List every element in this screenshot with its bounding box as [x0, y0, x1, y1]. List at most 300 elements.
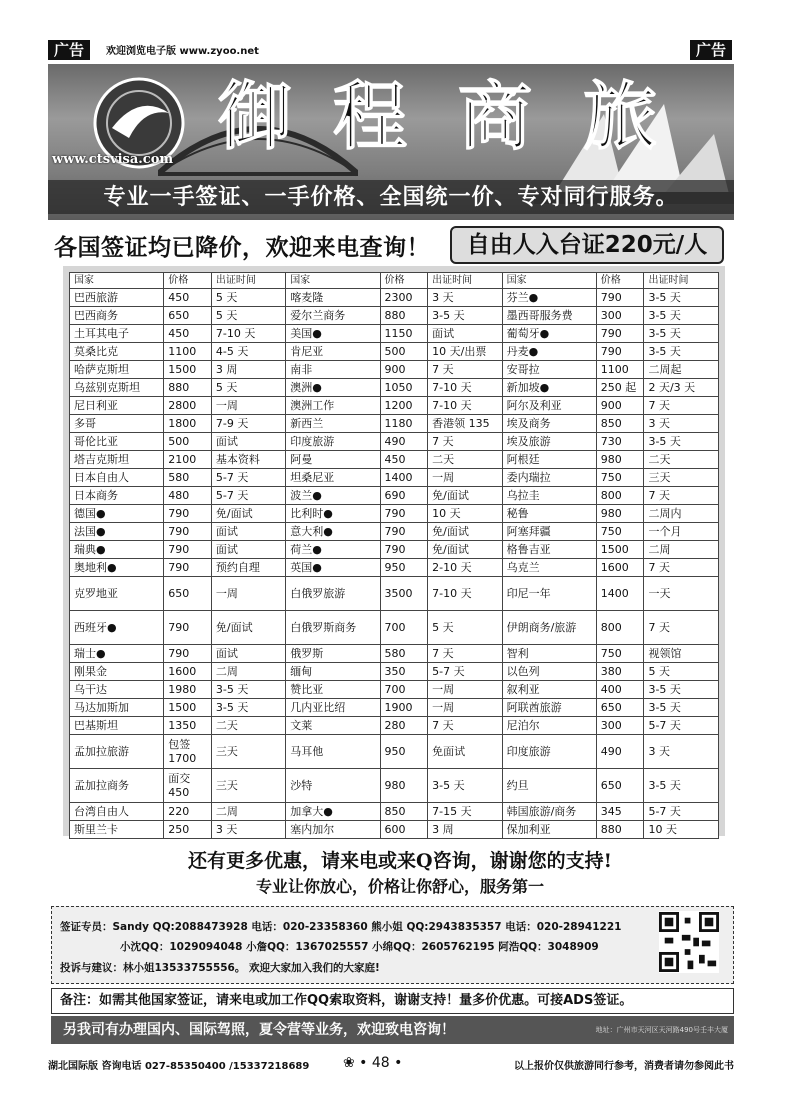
table-cell: 3-5 天 [644, 681, 719, 699]
table-cell: 850 [380, 803, 428, 821]
top-bar [48, 40, 732, 60]
table-cell: 克罗地亚 [70, 577, 164, 611]
banner [48, 64, 734, 220]
title-char-1: 御 [218, 74, 292, 160]
table-cell: 5 天 [211, 379, 285, 397]
table-cell: 790 [164, 611, 212, 645]
table-cell: 300 [596, 307, 644, 325]
table-cell: 尼泊尔 [502, 717, 596, 735]
table-row [70, 523, 719, 541]
table-cell: 墨西哥服务费 [502, 307, 596, 325]
table-cell: 免/面试 [428, 487, 502, 505]
table-cell: 280 [380, 717, 428, 735]
table-cell: 俄罗斯 [286, 645, 380, 663]
table-cell: 10 天 [428, 505, 502, 523]
table-cell: 380 [596, 663, 644, 681]
table-cell: 3-5 天 [644, 307, 719, 325]
table-row [70, 451, 719, 469]
table-cell: 3-5 天 [428, 769, 502, 803]
table-header-cell: 国家 [70, 273, 164, 289]
table-row [70, 379, 719, 397]
table-cell: 约旦 [502, 769, 596, 803]
table-cell: 790 [380, 541, 428, 559]
table-cell: 面交450 [164, 769, 212, 803]
table-cell: 法国● [70, 523, 164, 541]
table-cell: 瑞士● [70, 645, 164, 663]
table-cell: 7-10 天 [428, 397, 502, 415]
table-cell: 10 天 [644, 821, 719, 839]
table-cell: 850 [596, 415, 644, 433]
table-cell: 喀麦隆 [286, 289, 380, 307]
table-cell: 5-7 天 [644, 803, 719, 821]
table-cell: 几内亚比绍 [286, 699, 380, 717]
table-cell: 3-5 天 [211, 699, 285, 717]
table-cell: 德国● [70, 505, 164, 523]
table-cell: 乌兹别克斯坦 [70, 379, 164, 397]
table-cell: 白俄罗旅游 [286, 577, 380, 611]
table-cell: 保加利亚 [502, 821, 596, 839]
table-cell: 面试 [211, 523, 285, 541]
table-cell: 7-15 天 [428, 803, 502, 821]
table-cell: 10 天/出票 [428, 343, 502, 361]
table-cell: 埃及旅游 [502, 433, 596, 451]
table-cell: 丹麦● [502, 343, 596, 361]
table-cell: 以色列 [502, 663, 596, 681]
table-header-cell: 价格 [596, 273, 644, 289]
table-cell: 格鲁吉亚 [502, 541, 596, 559]
table-cell: 880 [380, 307, 428, 325]
table-cell: 1500 [164, 361, 212, 379]
table-cell: 880 [164, 379, 212, 397]
table-row [70, 645, 719, 663]
table-cell: 600 [380, 821, 428, 839]
table-cell: 免/面试 [211, 611, 285, 645]
table-cell: 1100 [164, 343, 212, 361]
qr-code [659, 911, 719, 973]
table-cell: 900 [596, 397, 644, 415]
table-cell: 赞比亚 [286, 681, 380, 699]
table-cell: 5 天 [211, 289, 285, 307]
table-cell: 伊朗商务/旅游 [502, 611, 596, 645]
table-row [70, 663, 719, 681]
table-cell: 790 [164, 645, 212, 663]
table-row [70, 397, 719, 415]
table-cell: 300 [596, 717, 644, 735]
table-cell: 5 天 [644, 663, 719, 681]
table-cell: 790 [596, 325, 644, 343]
slogan: 专业一手签证、一手价格、全国统一价、专对同行服务。 [48, 180, 734, 214]
table-cell: 巴西旅游 [70, 289, 164, 307]
table-cell: 7 天 [428, 361, 502, 379]
table-cell: 日本自由人 [70, 469, 164, 487]
table-cell: 肯尼亚 [286, 343, 380, 361]
table-cell: 400 [596, 681, 644, 699]
title-char-2: 程 [333, 74, 407, 160]
table-cell: 坦桑尼亚 [286, 469, 380, 487]
contact-line-2: 小沈QQ：1029094048 小詹QQ：1367025557 小绵QQ：2605762195 阿浩QQ：3048909 [120, 941, 599, 953]
table-cell: 澳洲● [286, 379, 380, 397]
promo-line-1: 还有更多优惠，请来电或来Q咨询，谢谢您的支持! [188, 850, 612, 872]
table-cell: 波兰● [286, 487, 380, 505]
table-cell: 220 [164, 803, 212, 821]
table-cell: 3 天 [644, 415, 719, 433]
promo-line-2: 专业让你放心，价格让你舒心，服务第一 [255, 877, 544, 896]
table-header-cell: 出证时间 [211, 273, 285, 289]
table-row [70, 325, 719, 343]
footer-left: 湖北国际版 咨询电话 027-85350400 /15337218689 [48, 1061, 310, 1072]
table-cell: 5-7 天 [211, 469, 285, 487]
table-cell: 790 [596, 343, 644, 361]
table-cell: 1500 [596, 541, 644, 559]
taiwan-permit-offer: 自由人入台证220元/人 [450, 226, 724, 264]
table-cell: 7 天 [644, 487, 719, 505]
table-cell: 瑞典● [70, 541, 164, 559]
table-cell: 加拿大● [286, 803, 380, 821]
table-cell: 2300 [380, 289, 428, 307]
table-cell: 澳洲工作 [286, 397, 380, 415]
table-cell: 450 [164, 325, 212, 343]
table-cell: 980 [596, 451, 644, 469]
table-cell: 美国● [286, 325, 380, 343]
table-cell: 7 天 [644, 397, 719, 415]
table-cell: 3-5 天 [644, 343, 719, 361]
table-cell: 790 [164, 505, 212, 523]
table-cell: 阿根廷 [502, 451, 596, 469]
table-row [70, 699, 719, 717]
table-cell: 二周起 [644, 361, 719, 379]
table-cell: 三天 [211, 735, 285, 769]
table-cell: 7 天 [428, 717, 502, 735]
headline: 各国签证均已降价，欢迎来电查询！ [54, 235, 430, 261]
table-cell: 800 [596, 487, 644, 505]
table-cell: 800 [596, 611, 644, 645]
table-cell: 免面试 [428, 735, 502, 769]
table-cell: 7-10 天 [211, 325, 285, 343]
contact-line-1: 签证专员：Sandy QQ:2088473928 电话：020-23358360 熊小姐 QQ:2943835357 电话：020-28941221 [60, 921, 622, 933]
table-cell: 秘鲁 [502, 505, 596, 523]
table-cell: 7-9 天 [211, 415, 285, 433]
table-cell: 2 天/3 天 [644, 379, 719, 397]
table-cell: 韩国旅游/商务 [502, 803, 596, 821]
table-cell: 3-5 天 [644, 699, 719, 717]
ad-label-right: 广告 [690, 40, 732, 60]
table-header-cell: 国家 [286, 273, 380, 289]
table-cell: 面试 [211, 541, 285, 559]
contact-line-3: 投诉与建议：林小姐13533755556。 欢迎大家加入我们的大家庭! [60, 962, 380, 974]
table-row [70, 307, 719, 325]
table-cell: 5-7 天 [211, 487, 285, 505]
table-cell: 荷兰● [286, 541, 380, 559]
table-cell: 意大利● [286, 523, 380, 541]
table-cell: 塞内加尔 [286, 821, 380, 839]
table-cell: 580 [380, 645, 428, 663]
table-cell: 3 天 [428, 289, 502, 307]
table-cell: 一天 [644, 577, 719, 611]
table-cell: 葡萄牙● [502, 325, 596, 343]
table-cell: 4-5 天 [211, 343, 285, 361]
table-cell: 750 [596, 523, 644, 541]
table-cell: 阿塞拜疆 [502, 523, 596, 541]
table-header-cell: 国家 [502, 273, 596, 289]
contact-box [51, 906, 734, 984]
table-cell: 950 [380, 559, 428, 577]
table-cell: 比利时● [286, 505, 380, 523]
table-cell: 爱尔兰商务 [286, 307, 380, 325]
table-cell: 980 [380, 769, 428, 803]
table-cell: 3 天 [644, 735, 719, 769]
table-cell: 700 [380, 681, 428, 699]
table-cell: 芬兰● [502, 289, 596, 307]
table-cell: 690 [380, 487, 428, 505]
visa-price-table-panel [63, 266, 725, 836]
table-cell: 印尼一年 [502, 577, 596, 611]
table-cell: 阿尔及利亚 [502, 397, 596, 415]
title-char-4: 旅 [583, 74, 657, 160]
table-cell: 塔吉克斯坦 [70, 451, 164, 469]
table-cell: 视领馆 [644, 645, 719, 663]
table-cell: 埃及商务 [502, 415, 596, 433]
table-row [70, 487, 719, 505]
table-cell: 950 [380, 735, 428, 769]
table-cell: 二周 [211, 663, 285, 681]
table-cell: 预约自理 [211, 559, 285, 577]
table-cell: 莫桑比克 [70, 343, 164, 361]
table-cell: 1350 [164, 717, 212, 735]
table-row [70, 433, 719, 451]
table-cell: 790 [164, 559, 212, 577]
table-cell: 3-5 天 [211, 681, 285, 699]
table-cell: 3-5 天 [644, 325, 719, 343]
table-cell: 5-7 天 [428, 663, 502, 681]
table-cell: 白俄罗斯商务 [286, 611, 380, 645]
table-cell: 面试 [428, 325, 502, 343]
services-text: 另我司有办理国内、国际驾照，夏令营等业务，欢迎致电咨询！ [63, 1022, 455, 1038]
table-row [70, 769, 719, 803]
table-cell: 790 [596, 289, 644, 307]
table-cell: 1200 [380, 397, 428, 415]
table-cell: 印度旅游 [286, 433, 380, 451]
table-cell: 1980 [164, 681, 212, 699]
table-cell: 1180 [380, 415, 428, 433]
table-cell: 斯里兰卡 [70, 821, 164, 839]
table-cell: 7 天 [428, 433, 502, 451]
table-cell: 7 天 [428, 645, 502, 663]
table-cell: 英国● [286, 559, 380, 577]
table-cell: 乌克兰 [502, 559, 596, 577]
table-cell: 巴基斯坦 [70, 717, 164, 735]
table-row [70, 717, 719, 735]
table-cell: 一周 [428, 681, 502, 699]
table-cell: 刚果金 [70, 663, 164, 681]
table-cell: 哥伦比亚 [70, 433, 164, 451]
table-cell: 980 [596, 505, 644, 523]
table-cell: 580 [164, 469, 212, 487]
visa-price-table [69, 272, 719, 839]
table-cell: 7 天 [644, 559, 719, 577]
table-cell: 345 [596, 803, 644, 821]
table-row [70, 505, 719, 523]
table-cell: 乌拉圭 [502, 487, 596, 505]
table-cell: 基本资料 [211, 451, 285, 469]
table-cell: 1900 [380, 699, 428, 717]
welcome-text: 欢迎浏览电子版 www.zyoo.net [106, 46, 259, 57]
table-header-cell: 价格 [380, 273, 428, 289]
table-cell: 二天 [644, 451, 719, 469]
table-cell: 孟加拉商务 [70, 769, 164, 803]
ad-label-left: 广告 [48, 40, 90, 60]
table-cell: 650 [164, 307, 212, 325]
table-cell: 包签1700 [164, 735, 212, 769]
table-cell: 尼日利亚 [70, 397, 164, 415]
table-row [70, 559, 719, 577]
table-cell: 500 [380, 343, 428, 361]
table-cell: 巴西商务 [70, 307, 164, 325]
table-cell: 1400 [380, 469, 428, 487]
table-cell: 孟加拉旅游 [70, 735, 164, 769]
table-cell: 新西兰 [286, 415, 380, 433]
table-cell: 1050 [380, 379, 428, 397]
table-cell: 二周 [644, 541, 719, 559]
table-cell: 2100 [164, 451, 212, 469]
table-cell: 3 周 [211, 361, 285, 379]
table-cell: 一周 [211, 397, 285, 415]
table-cell: 1500 [164, 699, 212, 717]
services-bar [51, 1016, 734, 1044]
table-cell: 7 天 [644, 611, 719, 645]
table-cell: 土耳其电子 [70, 325, 164, 343]
table-cell: 650 [596, 769, 644, 803]
table-cell: 一周 [211, 577, 285, 611]
address-text: 地址：广州市天河区天河路490号壬丰大厦 [595, 1026, 728, 1034]
table-cell: 490 [380, 433, 428, 451]
table-cell: 350 [380, 663, 428, 681]
table-cell: 790 [164, 523, 212, 541]
table-cell: 二天 [428, 451, 502, 469]
table-cell: 2-10 天 [428, 559, 502, 577]
table-cell: 650 [164, 577, 212, 611]
table-cell: 1600 [164, 663, 212, 681]
table-row [70, 361, 719, 379]
table-cell: 香港领 135 [428, 415, 502, 433]
table-row [70, 343, 719, 361]
table-row [70, 803, 719, 821]
table-cell: 印度旅游 [502, 735, 596, 769]
table-cell: 2800 [164, 397, 212, 415]
table-cell: 3 天 [211, 821, 285, 839]
table-header-row [70, 273, 719, 289]
table-cell: 1600 [596, 559, 644, 577]
page-number: ❀ • 48 • [343, 1055, 403, 1071]
table-cell: 免/面试 [428, 541, 502, 559]
table-cell: 790 [380, 523, 428, 541]
table-cell: 7-10 天 [428, 379, 502, 397]
table-header-cell: 出证时间 [428, 273, 502, 289]
table-cell: 沙特 [286, 769, 380, 803]
table-row [70, 415, 719, 433]
table-cell: 一个月 [644, 523, 719, 541]
table-cell: 二天 [211, 717, 285, 735]
table-cell: 480 [164, 487, 212, 505]
table-row [70, 577, 719, 611]
table-cell: 马耳他 [286, 735, 380, 769]
table-cell: 880 [596, 821, 644, 839]
table-row [70, 681, 719, 699]
table-cell: 阿联酋旅游 [502, 699, 596, 717]
table-row [70, 541, 719, 559]
table-cell: 250 [164, 821, 212, 839]
table-cell: 一周 [428, 699, 502, 717]
table-cell: 450 [380, 451, 428, 469]
table-cell: 免/面试 [211, 505, 285, 523]
table-cell: 南非 [286, 361, 380, 379]
table-cell: 阿曼 [286, 451, 380, 469]
table-row [70, 469, 719, 487]
table-cell: 面试 [211, 433, 285, 451]
table-cell: 3500 [380, 577, 428, 611]
table-cell: 3-5 天 [428, 307, 502, 325]
table-cell: 马达加斯加 [70, 699, 164, 717]
table-cell: 750 [596, 645, 644, 663]
table-cell: 二周内 [644, 505, 719, 523]
table-cell: 900 [380, 361, 428, 379]
table-cell: 650 [596, 699, 644, 717]
table-cell: 1800 [164, 415, 212, 433]
table-cell: 免/面试 [428, 523, 502, 541]
table-cell: 500 [164, 433, 212, 451]
table-cell: 委内瑞拉 [502, 469, 596, 487]
table-cell: 3 周 [428, 821, 502, 839]
website-url: www.ctsvisa.com [52, 152, 174, 167]
table-cell: 缅甸 [286, 663, 380, 681]
table-cell: 1100 [596, 361, 644, 379]
title-char-3: 商 [458, 74, 532, 160]
table-cell: 250 起 [596, 379, 644, 397]
table-cell: 790 [164, 541, 212, 559]
table-cell: 一周 [428, 469, 502, 487]
table-cell: 哈萨克斯坦 [70, 361, 164, 379]
table-cell: 1150 [380, 325, 428, 343]
table-header-cell: 出证时间 [644, 273, 719, 289]
page-number-value: 48 [371, 1055, 390, 1071]
table-cell: 1400 [596, 577, 644, 611]
table-cell: 日本商务 [70, 487, 164, 505]
table-cell: 700 [380, 611, 428, 645]
table-cell: 3-5 天 [644, 769, 719, 803]
table-cell: 5 天 [211, 307, 285, 325]
table-row [70, 821, 719, 839]
table-cell: 智利 [502, 645, 596, 663]
table-header-cell: 价格 [164, 273, 212, 289]
remarks-note: 备注：如需其他国家签证，请来电或加工作QQ索取资料，谢谢支持！量多价优惠。可接ADS签证。 [51, 988, 734, 1014]
table-cell: 新加坡● [502, 379, 596, 397]
table-cell: 二周 [211, 803, 285, 821]
table-cell: 3-5 天 [644, 289, 719, 307]
table-cell: 5 天 [428, 611, 502, 645]
table-cell: 790 [380, 505, 428, 523]
footer-right: 以上报价仅供旅游同行参考，消费者请勿参阅此书 [514, 1061, 734, 1072]
table-cell: 面试 [211, 645, 285, 663]
table-cell: 西班牙● [70, 611, 164, 645]
table-cell: 490 [596, 735, 644, 769]
table-cell: 奥地利● [70, 559, 164, 577]
table-cell: 三天 [644, 469, 719, 487]
table-row [70, 289, 719, 307]
table-cell: 450 [164, 289, 212, 307]
table-cell: 3-5 天 [644, 433, 719, 451]
table-row [70, 735, 719, 769]
table-cell: 台湾自由人 [70, 803, 164, 821]
table-row [70, 611, 719, 645]
